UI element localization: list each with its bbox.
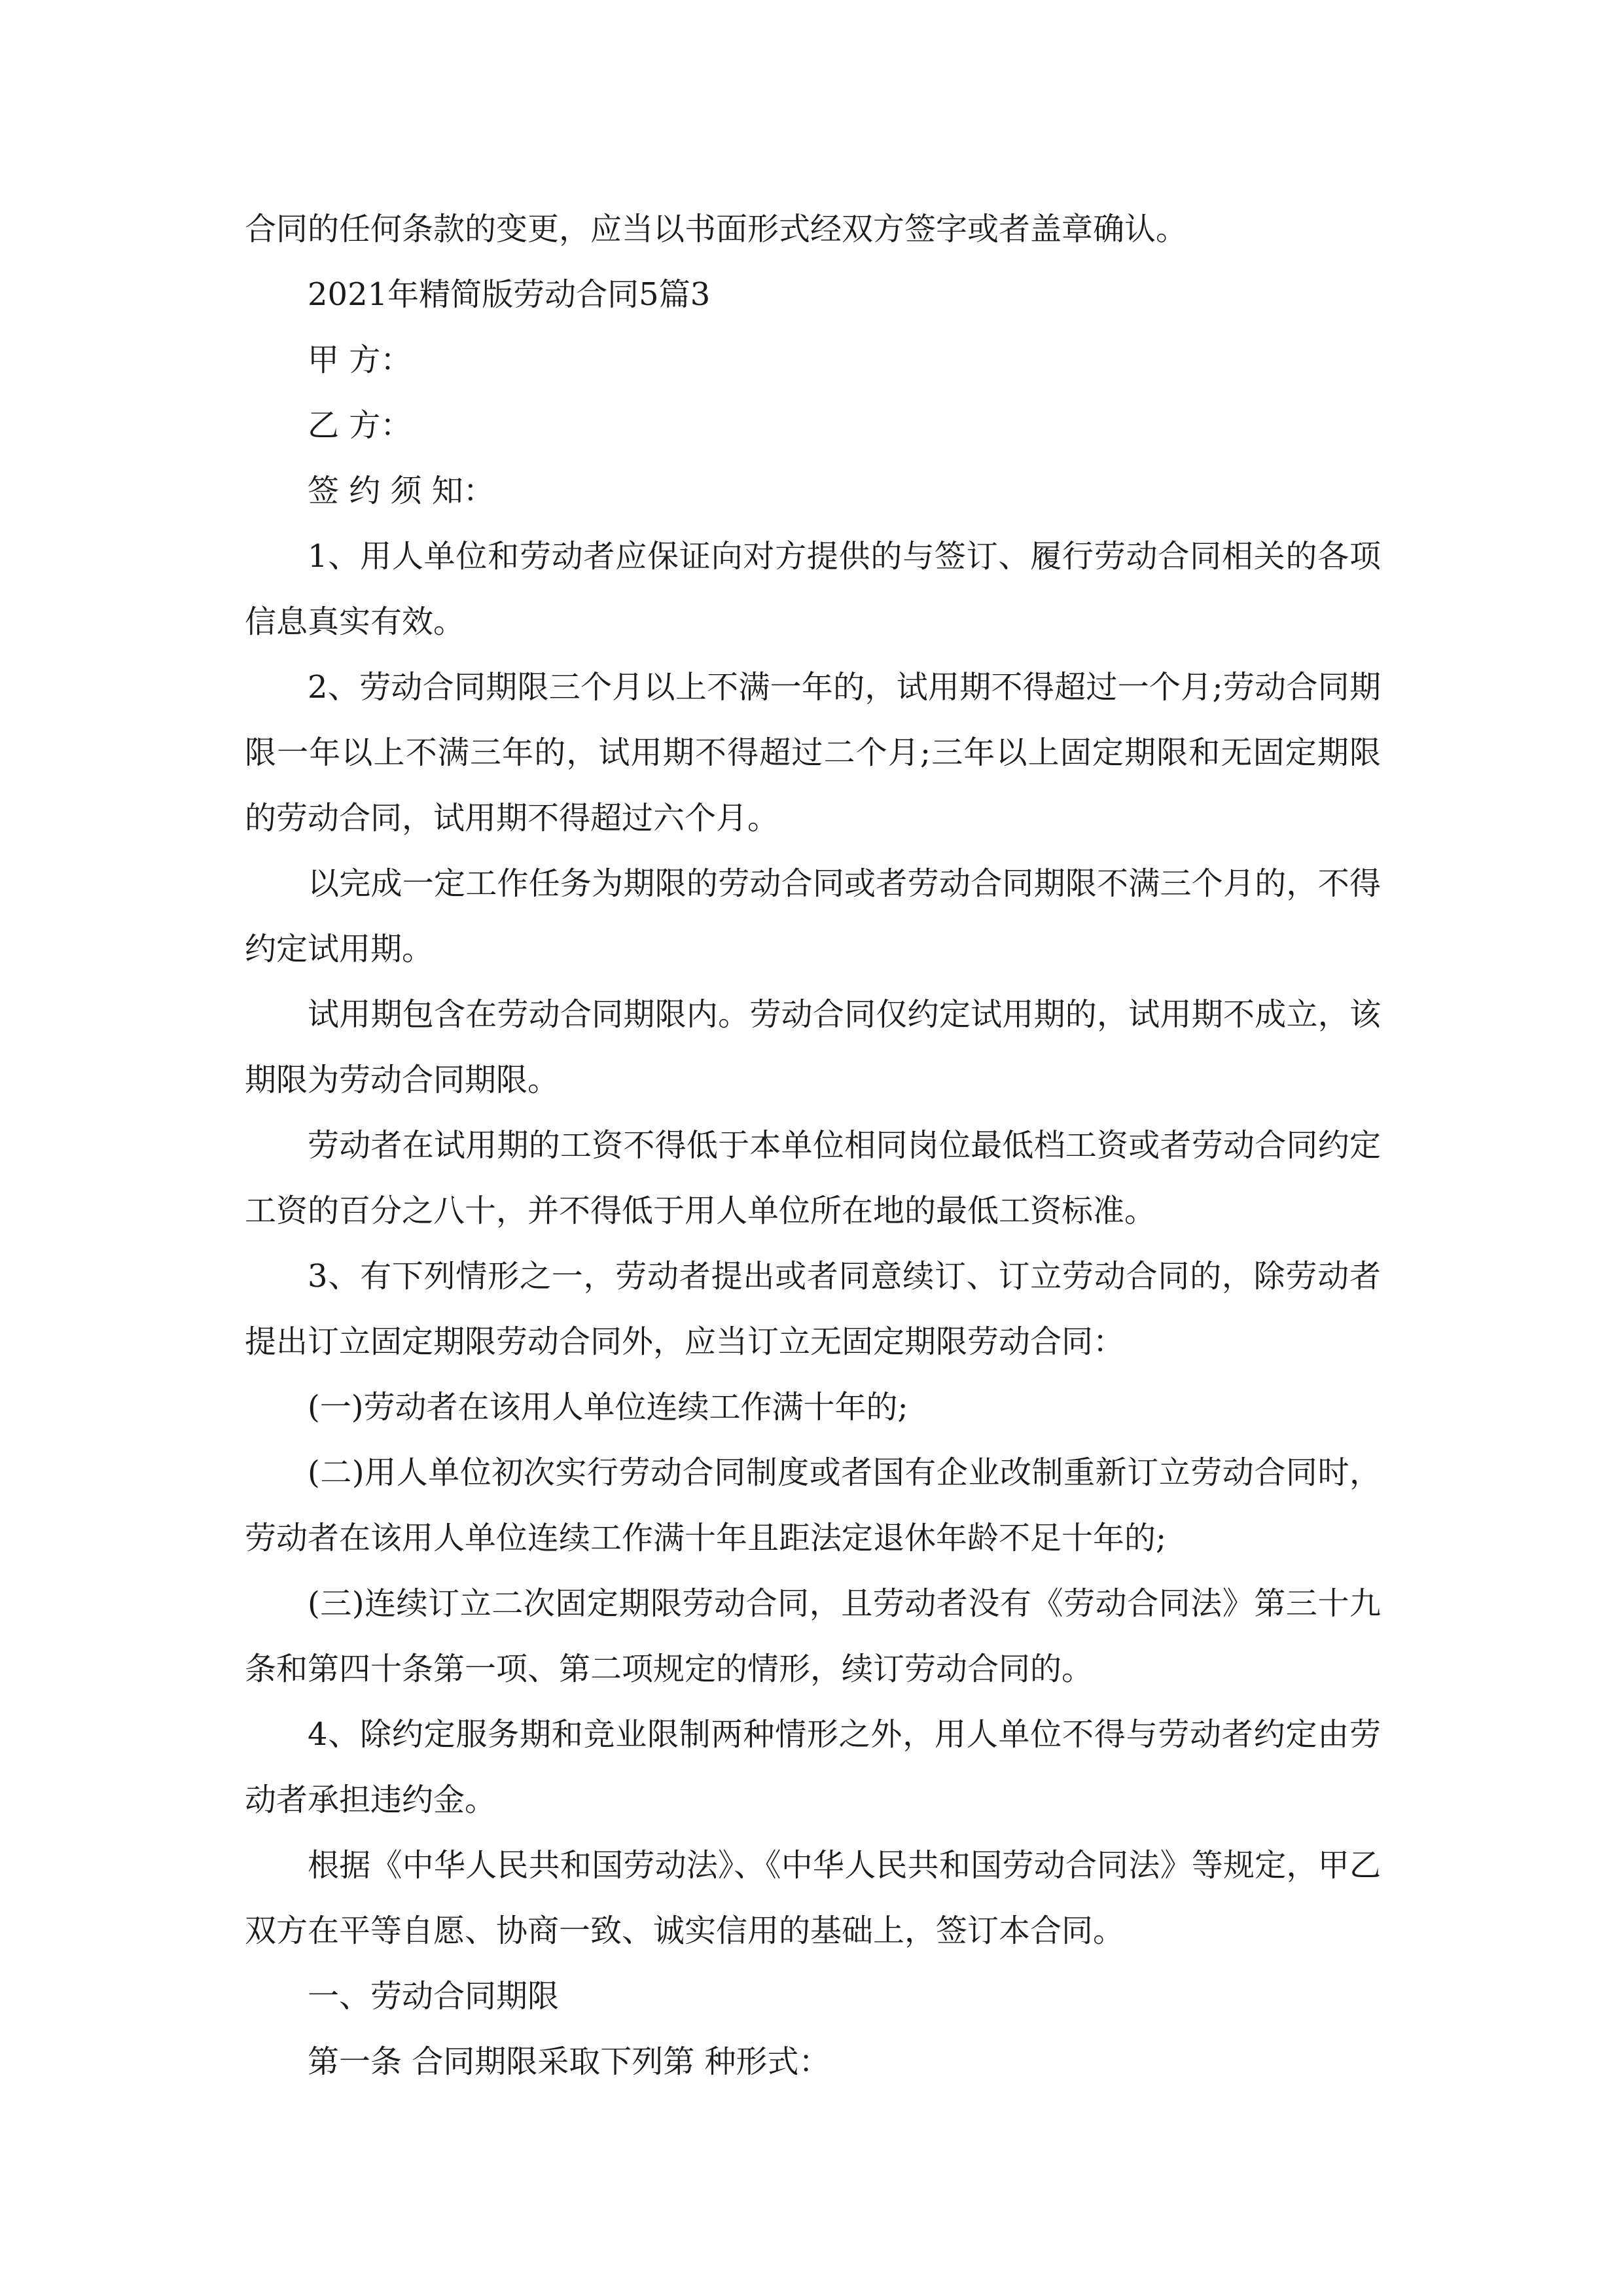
notice-item-2-detail-c: 劳动者在试用期的工资不得低于本单位相同岗位最低档工资或者劳动合同约定工资的百分之八十，并不得低于用人单位所在地的最低工资标准。 [245,1127,1381,1229]
article-1: 第一条 合同期限采取下列第 种形式： [308,2043,830,2080]
section-title: 2021年精简版劳动合同5篇3 [308,276,711,313]
signing-notice-heading: 签 约 须 知： [308,473,495,509]
notice-item-3-sub-1: (一)劳动者在该用人单位连续工作满十年的; [308,1389,908,1426]
preamble-paragraph: 根据《中华人民共和国劳动法》、《中华人民共和国劳动合同法》等规定，甲乙双方在平等自愿、协商一致、诚实信用的基础上，签订本合同。 [245,1847,1381,1949]
document-body [245,196,1381,2094]
party-a-label: 甲 方： [308,342,412,378]
notice-item-2: 2、劳动合同期限三个月以上不满一年的，试用期不得超过一个月;劳动合同期限一年以上不满三年的，试用期不得超过二个月;三年以上固定期限和无固定期限的劳动合同，试用期不得超过六个月。 [245,669,1381,836]
paragraph-continuation: 合同的任何条款的变更，应当以书面形式经双方签字或者盖章确认。 [245,211,1188,247]
notice-item-3: 3、有下列情形之一，劳动者提出或者同意续订、订立劳动合同的，除劳动者提出订立固定期限劳动合同外，应当订立无固定期限劳动合同： [245,1258,1381,1360]
party-b-label: 乙 方： [308,407,412,444]
notice-item-2-detail-a: 以完成一定工作任务为期限的劳动合同或者劳动合同期限不满三个月的，不得约定试用期。 [245,865,1381,967]
notice-item-4: 4、除约定服务期和竞业限制两种情形之外，用人单位不得与劳动者约定由劳动者承担违约金。 [245,1716,1381,1818]
notice-item-2-detail-b: 试用期包含在劳动合同期限内。劳动合同仅约定试用期的，试用期不成立，该期限为劳动合同期限。 [245,996,1381,1098]
notice-item-3-sub-3: (三)连续订立二次固定期限劳动合同，且劳动者没有《劳动合同法》第三十九条和第四十条第一项、第二项规定的情形，续订劳动合同的。 [245,1585,1381,1687]
chapter-heading: 一、劳动合同期限 [308,1978,560,2015]
notice-item-1: 1、用人单位和劳动者应保证向对方提供的与签订、履行劳动合同相关的各项信息真实有效。 [245,538,1381,640]
notice-item-3-sub-2: (二)用人单位初次实行劳动合同制度或者国有企业改制重新订立劳动合同时，劳动者在该用人单位连续工作满十年且距法定退休年龄不足十年的; [245,1454,1381,1556]
